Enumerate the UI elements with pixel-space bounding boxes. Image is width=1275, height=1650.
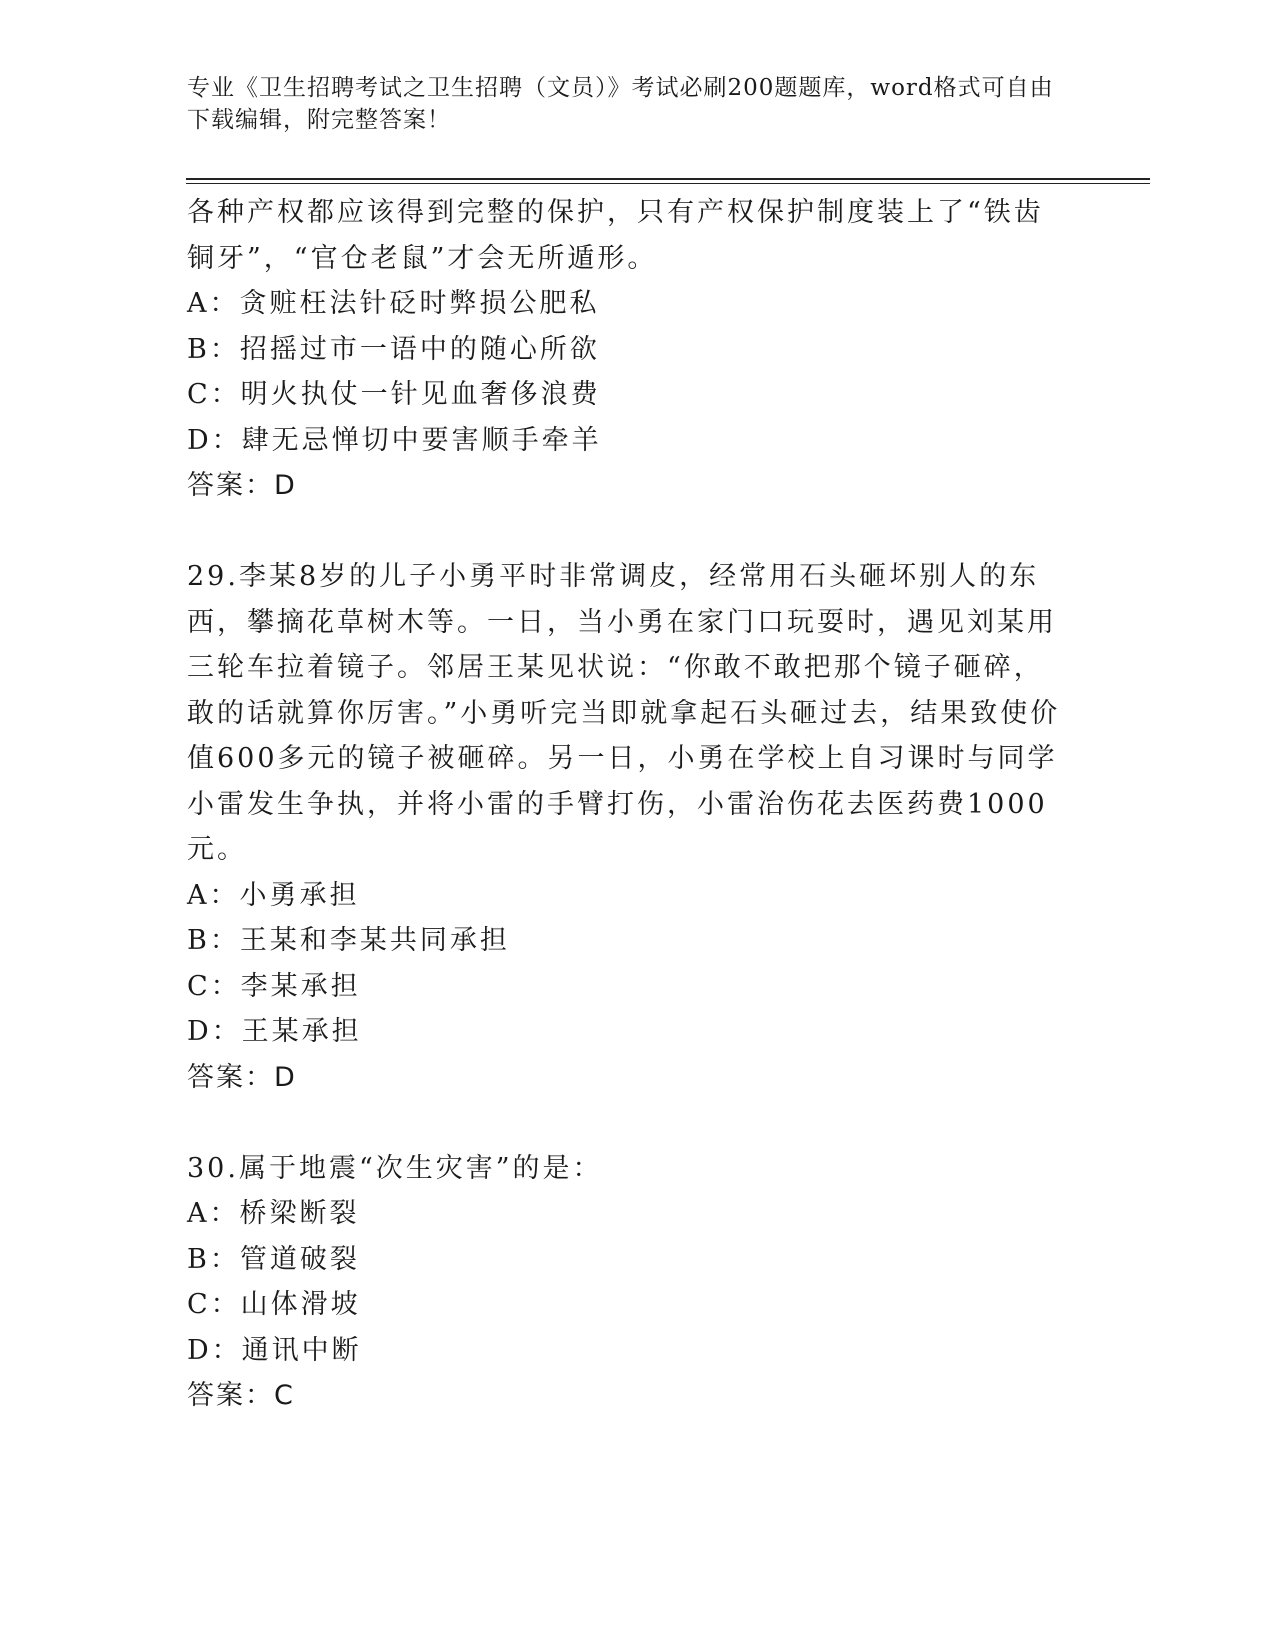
option-b: B：管道破裂 [187,1243,360,1275]
option-c: C：山体滑坡 [187,1289,361,1320]
option-d: D：王某承担 [187,1016,362,1047]
option-a: A：小勇承担 [187,879,360,911]
answer-line: 答案：C [187,1380,295,1411]
header-rule-thin [186,183,1150,184]
option-a: A：贪赃枉法针砭时弊损公肥私 [187,288,600,319]
option-d: D：通讯中断 [187,1334,362,1366]
question-block [187,554,1067,1100]
option-c: C：李某承担 [187,970,361,1002]
header-rule-thick [186,178,1150,180]
document-header: 专业《卫生招聘考试之卫生招聘（文员）》考试必刷200题题库，word格式可自由下载编辑，附完整答案！ [187,75,1054,133]
spacer [187,1100,1067,1146]
option-b: B：招摇过市一语中的随心所欲 [187,333,600,365]
question-stem: 29.李某8岁的儿子小勇平时非常调皮，经常用石头砸坏别人的东西，攀摘花草树木等。一日，当小勇在家门口玩耍时，遇见刘某用三轮车拉着镜子。邻居王某见状说：“你敢不敢把那个镜子砸碎，敢的话就算你厉害。”小勇听完当即就拿起石头砸过去，结果致使价值600多元的镜子被砸碎。另一日，小勇在学校上自习课时与同学小雷发生争执，并将小雷的手臂打伤，小雷治伤花去医药费1000元。 [187,561,1061,865]
answer-line: 答案：D [187,470,297,501]
spacer [187,509,1067,555]
question-block [187,190,1067,509]
answer-line: 答案：D [187,1061,297,1093]
document-body [187,190,1067,1419]
question-block [187,1146,1067,1419]
option-a: A：桥梁断裂 [187,1198,360,1229]
question-stem: 各种产权都应该得到完整的保护，只有产权保护制度装上了“铁齿铜牙”，“官仓老鼠”才会无所遁形。 [187,197,1044,274]
question-stem: 30.属于地震“次生灾害”的是： [187,1152,603,1184]
option-c: C：明火执仗一针见血奢侈浪费 [187,379,601,410]
option-b: B：王某和李某共同承担 [187,925,510,956]
option-d: D：肆无忌惮切中要害顺手牵羊 [187,424,602,456]
